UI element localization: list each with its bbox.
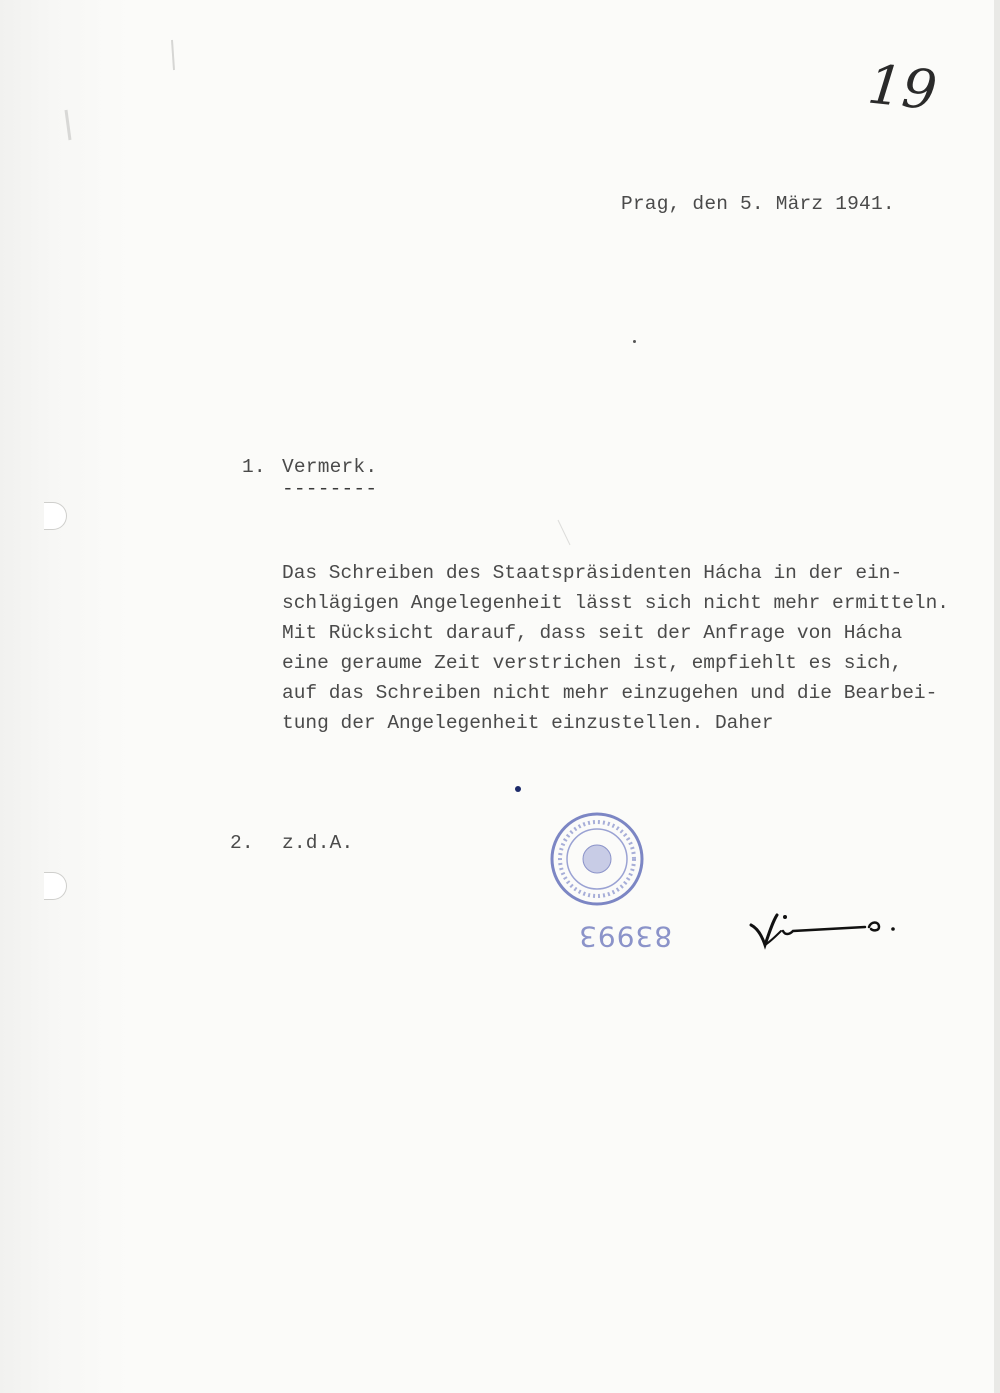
item-1-underline: -------- [282, 478, 378, 500]
ink-dot [515, 786, 521, 792]
page-number: 19 [864, 52, 940, 123]
item-1-body [282, 558, 949, 738]
item-1-number: 1. [242, 456, 266, 478]
archive-stamp [548, 810, 646, 908]
item-1-title: Vermerk. [282, 456, 378, 478]
body-line: tung der Angelegenheit einzustellen. Daher [282, 712, 774, 734]
signature [745, 905, 915, 955]
body-line: Mit Rücksicht darauf, dass seit der Anfrage von Hácha [282, 622, 903, 644]
archive-number: 83993 [578, 920, 673, 953]
body-line: Das Schreiben des Staatspräsidenten Hácha in der ein- [282, 562, 903, 584]
item-2-number: 2. [230, 832, 254, 854]
item-2-text: z.d.A. [282, 832, 354, 854]
date-line: Prag, den 5. März 1941. [621, 193, 895, 215]
body-line: eine geraume Zeit verstrichen ist, empfiehlt es sich, [282, 652, 903, 674]
ink-dot [633, 340, 636, 343]
body-line: auf das Schreiben nicht mehr einzugehen und die Bearbei- [282, 682, 938, 704]
body-line: schlägigen Angelegenheit lässt sich nicht mehr ermitteln. [282, 592, 950, 614]
